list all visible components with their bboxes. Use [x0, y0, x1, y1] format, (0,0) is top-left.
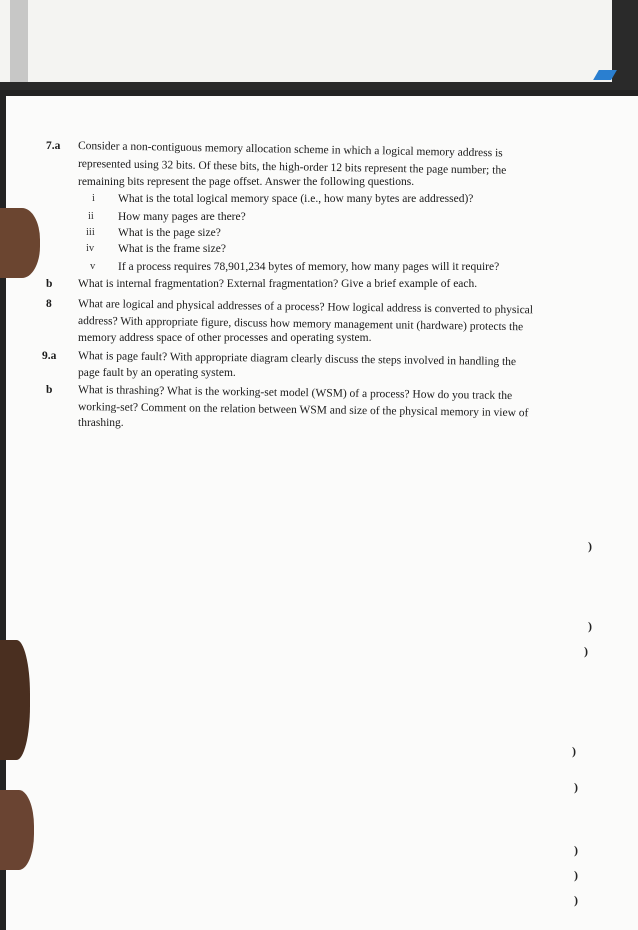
question-7b-text: What is internal fragmentation? External fragmentation? Give a brief example of each. [78, 278, 478, 290]
question-9b-line-1: What is thrashing? What is the working-set model (WSM) of a process? How do you track the [77, 384, 513, 403]
finger-shadow-bottom [0, 790, 34, 870]
question-9a-number: 9.a [42, 350, 57, 362]
subpart-v-label: v [90, 261, 96, 272]
subpart-iii-text: What is the page size? [118, 227, 221, 239]
subpart-v-text: If a process requires 78,901,234 bytes of memory, how many pages will it require? [118, 261, 500, 273]
edge-mark-4: ) [572, 744, 576, 758]
subpart-i-label: i [92, 193, 95, 204]
edge-mark-8: ) [574, 893, 578, 907]
question-8-number: 8 [46, 298, 52, 310]
question-9b-line-3: thrashing. [78, 417, 124, 429]
subpart-ii-text: How many pages are there? [118, 211, 246, 223]
edge-mark-6: ) [574, 843, 578, 857]
edge-mark-3: ) [584, 644, 588, 658]
edge-mark-7: ) [574, 868, 578, 882]
question-9b-label: b [46, 384, 53, 396]
question-8-line-2: address? With appropriate figure, discuss how memory management unit (hardware) protects the [77, 315, 524, 334]
question-7a-line-3: remaining bits represent the page offset. Answer the following questions. [78, 176, 415, 188]
finger-shadow-top [0, 208, 40, 278]
subpart-i-text: What is the total logical memory space (i.e., how many bytes are addressed)? [118, 193, 474, 205]
question-7a-line-1: Consider a non-contiguous memory allocation scheme in which a logical memory address is [77, 140, 503, 160]
question-7a-number: 7.a [46, 140, 61, 152]
question-9a-line-2: page fault by an operating system. [78, 367, 236, 379]
question-8-line-1: What are logical and physical addresses of a process? How logical address is converted to physical [77, 298, 534, 317]
subpart-iv-label: iv [86, 243, 95, 254]
question-8-line-3: memory address space of other processes and operating system. [78, 332, 372, 344]
edge-mark-5: ) [574, 780, 578, 794]
question-9a-line-1: What is page fault? With appropriate diagram clearly discuss the steps involved in handling the [77, 350, 517, 369]
page-shadow-strip [10, 0, 28, 82]
question-7a-line-2: represented using 32 bits. Of these bits, the high-order 12 bits represent the page number; the [77, 158, 507, 177]
edge-mark-1: ) [588, 539, 592, 553]
exam-sheet [6, 96, 638, 930]
previous-page-fragment [0, 0, 612, 82]
question-7b-label: b [46, 278, 53, 290]
question-9b-line-2: working-set? Comment on the relation between WSM and size of the physical memory in view of [77, 401, 529, 420]
edge-mark-2: ) [588, 619, 592, 633]
finger-shadow-middle [0, 640, 30, 760]
subpart-ii-label: ii [88, 211, 94, 222]
subpart-iii-label: iii [86, 227, 95, 238]
subpart-iv-text: What is the frame size? [118, 243, 226, 255]
